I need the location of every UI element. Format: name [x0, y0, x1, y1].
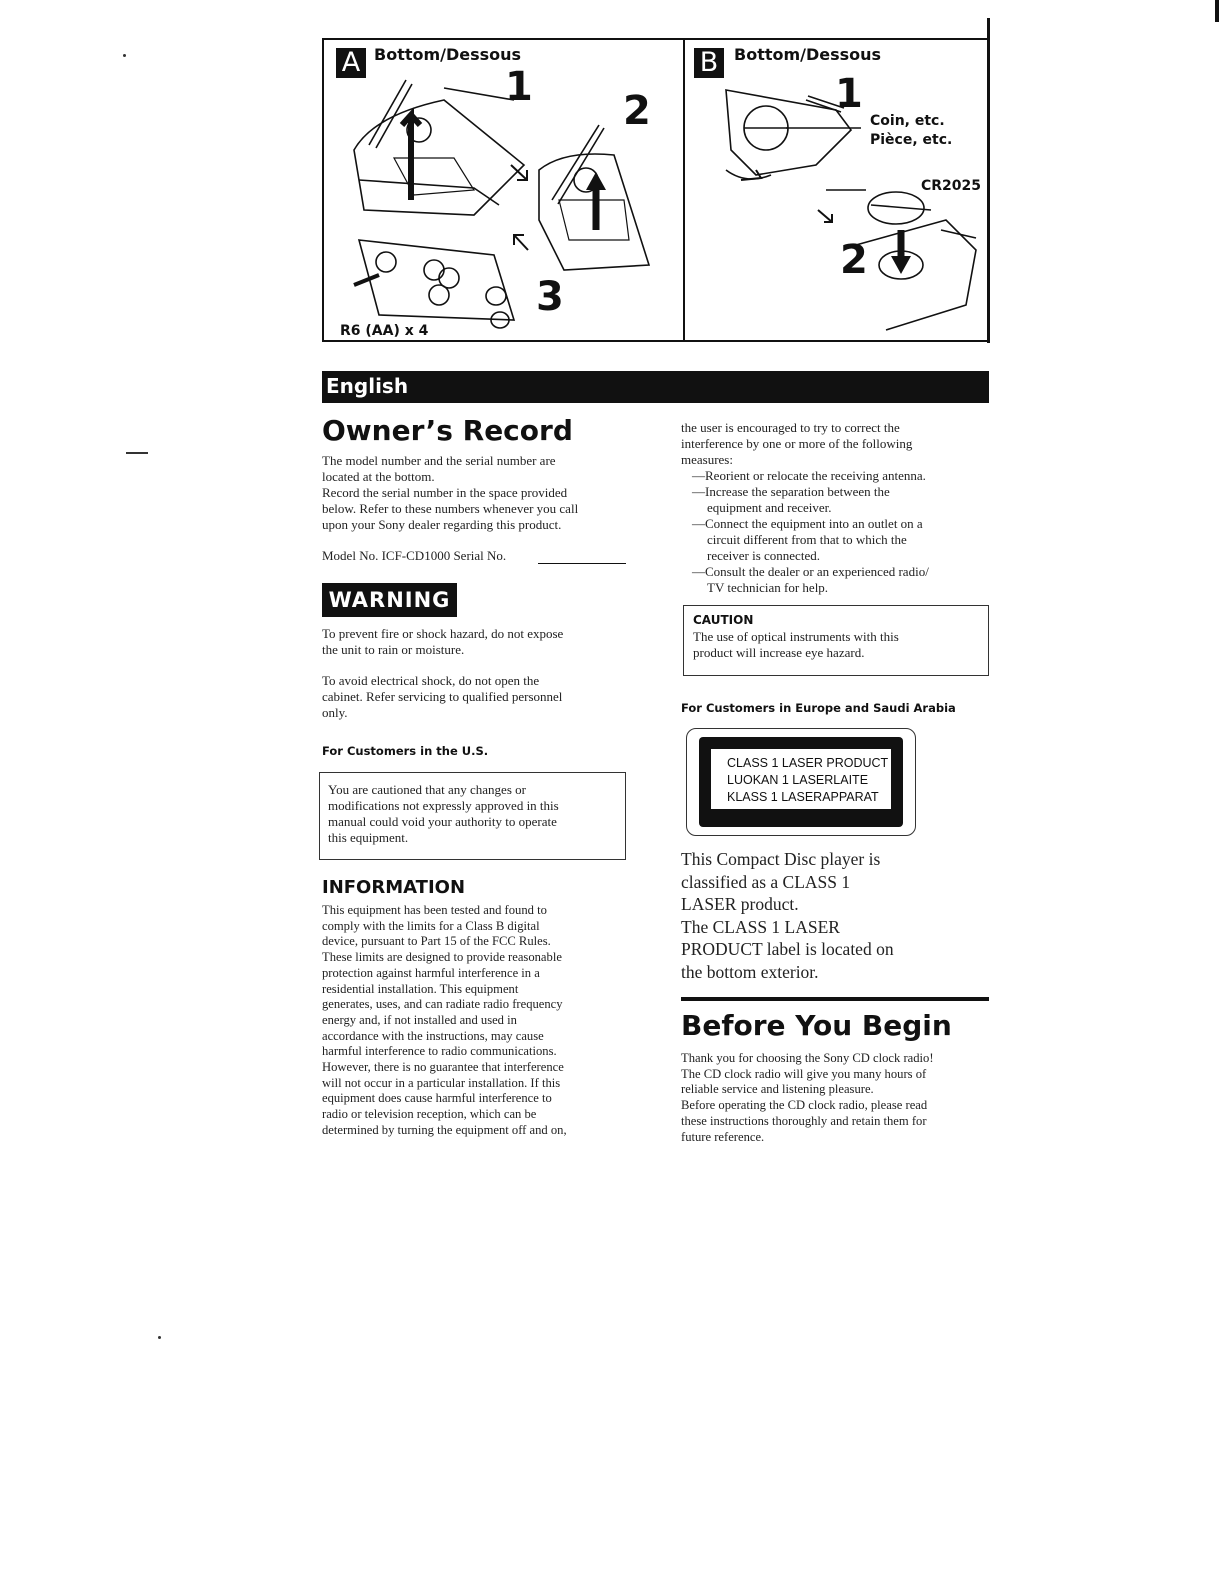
laser-label-frame — [686, 728, 916, 836]
warning-text-2 — [322, 673, 642, 721]
text-line: modifications not expressly approved in this — [328, 798, 559, 813]
interference-measures — [692, 468, 992, 596]
step-b-1: 1 — [835, 71, 863, 117]
text-line: comply with the limits for a Class B digital — [322, 918, 540, 933]
panel-a-title: Bottom/Dessous — [374, 45, 522, 64]
text-line: Before operating the CD clock radio, please read — [681, 1098, 928, 1113]
interference-intro — [681, 420, 991, 468]
text-line: determined by turning the equipment off and on, — [322, 1122, 567, 1137]
text-line: the unit to rain or moisture. — [322, 642, 465, 657]
owners-record-text — [322, 453, 642, 533]
coin-label: Coin, etc. — [870, 113, 945, 129]
serial-number-blank — [538, 563, 626, 564]
text-line: radio or television reception, which can be — [322, 1107, 537, 1122]
scan-mark — [1215, 0, 1219, 22]
list-item: circuit different from that to which the — [707, 532, 907, 547]
text-line: will not occur in a particular installation. If this — [322, 1075, 561, 1090]
model-serial-line: Model No. ICF-CD1000 Serial No. — [322, 548, 507, 563]
step-b-2: 2 — [840, 237, 868, 283]
text-line: The CLASS 1 LASER — [681, 916, 840, 937]
text-line: accordance with the instructions, may cause — [322, 1028, 544, 1043]
fcc-notice-text — [328, 782, 618, 846]
europe-customers-heading: For Customers in Europe and Saudi Arabia — [681, 701, 956, 715]
text-line: reliable service and listening pleasure. — [681, 1082, 874, 1097]
text-line: future reference. — [681, 1129, 765, 1144]
text-line: To prevent fire or shock hazard, do not expose — [322, 626, 564, 641]
list-item: —Reorient or relocate the receiving antenna. — [692, 468, 926, 483]
fcc-notice-box — [319, 772, 626, 860]
text-line: harmful interference to radio communications. — [322, 1044, 557, 1059]
information-text — [322, 903, 642, 1139]
list-item: receiver is connected. — [707, 548, 820, 563]
information-heading: INFORMATION — [322, 877, 466, 898]
text-line: only. — [322, 705, 348, 720]
text-line: You are cautioned that any changes or — [328, 782, 526, 797]
text-line: classified as a CLASS 1 — [681, 871, 851, 892]
text-line: below. Refer to these numbers whenever you call — [322, 501, 579, 516]
language-label: English — [326, 374, 409, 398]
text-line: Thank you for choosing the Sony CD clock radio! — [681, 1051, 934, 1065]
text-line: equipment does cause harmful interference to — [322, 1091, 552, 1106]
text-line: device, pursuant to Part 15 of the FCC Rules. — [322, 934, 551, 949]
panel-b-title: Bottom/Dessous — [734, 45, 882, 64]
text-line: These limits are designed to provide reasonable — [322, 950, 562, 965]
text-line: PRODUCT label is located on — [681, 939, 894, 959]
text-line: located at the bottom. — [322, 469, 435, 484]
list-item: —Connect the equipment into an outlet on a — [692, 516, 923, 531]
text-line: measures: — [681, 452, 733, 467]
battery-label-cr2025: CR2025 — [921, 178, 982, 194]
language-bar — [322, 371, 989, 403]
text-line: To avoid electrical shock, do not open the — [322, 673, 540, 688]
panel-a-letter: A — [336, 48, 366, 78]
list-item: TV technician for help. — [707, 580, 829, 595]
warning-label: WARNING — [322, 583, 457, 617]
caution-text — [693, 629, 983, 661]
caution-box — [683, 605, 989, 676]
warning-text-1 — [322, 626, 642, 658]
panel-divider — [683, 38, 685, 342]
text-line: The model number and the serial number are — [322, 453, 556, 468]
laser-label-line: KLASS 1 LASERAPPARAT — [727, 790, 879, 804]
text-line: this equipment. — [328, 830, 409, 845]
text-line: product will increase eye hazard. — [693, 645, 865, 660]
list-item: —Increase the separation between the — [692, 484, 890, 499]
battery-label-aa: R6 (AA) x 4 — [340, 323, 429, 339]
caution-heading: CAUTION — [693, 613, 754, 627]
text-line: these instructions thoroughly and retain them for — [681, 1113, 927, 1128]
laser-label — [699, 737, 903, 827]
panel-b-letter: B — [694, 48, 724, 78]
text-line: protection against harmful interference in a — [322, 965, 540, 980]
text-line: However, there is no guarantee that interference — [322, 1060, 564, 1075]
laser-label-inner — [711, 749, 891, 809]
text-line: This equipment has been tested and found to — [322, 903, 547, 917]
list-item: —Consult the dealer or an experienced radio/ — [692, 564, 929, 579]
text-line: generates, uses, and can radiate radio frequency — [322, 997, 563, 1012]
text-line: The CD clock radio will give you many hours of — [681, 1066, 927, 1081]
text-line: The use of optical instruments with this — [693, 629, 899, 644]
text-line: This Compact Disc player is — [681, 849, 881, 869]
step-a-2: 2 — [623, 88, 651, 134]
text-line: cabinet. Refer servicing to qualified personnel — [322, 689, 563, 704]
text-line: LASER product. — [681, 894, 799, 914]
text-line: energy and, if not installed and used in — [322, 1012, 517, 1027]
scan-mark — [126, 452, 148, 454]
text-line: residential installation. This equipment — [322, 981, 519, 996]
text-line: Record the serial number in the space provided — [322, 485, 568, 500]
us-customers-heading: For Customers in the U.S. — [322, 744, 489, 758]
text-line: the bottom exterior. — [681, 961, 819, 982]
coin-label-fr: Pièce, etc. — [870, 132, 953, 148]
text-line: manual could void your authority to operate — [328, 814, 557, 829]
owners-record-heading: Owner’s Record — [322, 414, 573, 447]
text-line: upon your Sony dealer regarding this product. — [322, 517, 562, 532]
list-item: equipment and receiver. — [707, 500, 832, 515]
text-line: the user is encouraged to try to correct the — [681, 420, 900, 435]
scan-mark — [158, 1336, 161, 1339]
laser-label-line: CLASS 1 LASER PRODUCT — [727, 756, 889, 770]
section-rule — [681, 997, 989, 1001]
text-line: interference by one or more of the following — [681, 436, 913, 451]
step-a-1: 1 — [505, 64, 533, 110]
before-you-begin-text — [681, 1051, 993, 1145]
scan-mark — [123, 54, 126, 57]
step-a-3: 3 — [536, 274, 564, 320]
before-you-begin-heading: Before You Begin — [681, 1009, 952, 1042]
laser-class-text — [681, 848, 991, 983]
laser-label-line: LUOKAN 1 LASERLAITE — [727, 773, 869, 787]
